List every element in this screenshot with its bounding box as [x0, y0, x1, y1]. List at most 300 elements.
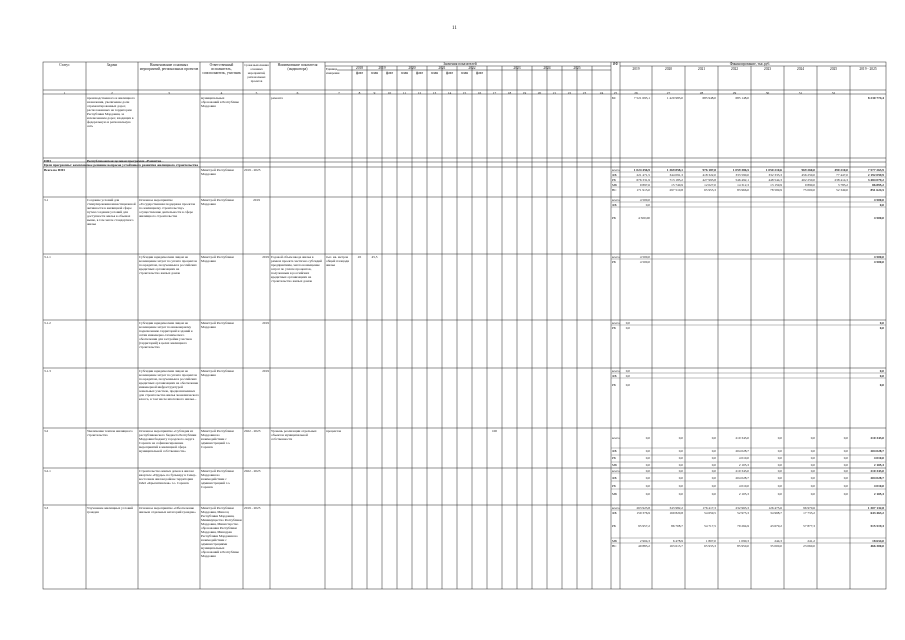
fin-total: 851 624,5 [870, 188, 884, 192]
fin-cell: 344 091,3 [669, 173, 683, 177]
fin-cell: 969 260,0 [801, 168, 815, 172]
ind-value: 100 [491, 429, 498, 433]
src-label: всего [612, 168, 620, 172]
fin-cell: 0,0 [843, 449, 848, 453]
fin-cell: 1 090,3 [738, 539, 749, 543]
fin-cell: 2 904,3 [639, 539, 650, 543]
col-number: 19 [522, 90, 527, 95]
col-number: 28 [699, 90, 704, 95]
src-label: РБ [612, 456, 616, 460]
fin-cell: 0,0 [711, 476, 716, 480]
row-code: 3.1.3 [44, 369, 51, 373]
fin-cell: 77 447,0 [836, 173, 848, 177]
ind-year: 2025 [573, 66, 581, 70]
col-number: 11 [402, 90, 407, 95]
row-responsible: Минстрой Республики Мордовия [201, 198, 234, 206]
src-label: всего [612, 436, 620, 440]
fin-cell: 685 148,0 [735, 96, 749, 100]
fin-cell: 332 333,3 [768, 173, 782, 177]
ind-year: 2024 [543, 66, 551, 70]
fin-total: 7 577 263,9 [867, 168, 884, 172]
ind-fact: факт [475, 71, 484, 75]
fin-cell: 0,0 [711, 449, 716, 453]
col-number: 3 [168, 90, 170, 95]
row-code: 3.1.1 [44, 255, 51, 259]
fin-cell: 34 998,7 [770, 511, 782, 515]
fin-cell: 221 471,5 [636, 173, 650, 177]
row-event: Основное мероприятие «Субсидия из республиканского бюджета Республики Мордовия бюджету городского округа Саранск на софинансирование мероприятий в жилищной сфере муниципальной собственности» [139, 429, 197, 453]
fin-total: 4 500,0 [873, 198, 884, 202]
fin-cell: 176 417,3 [702, 506, 716, 510]
row-code: 3.1.2 [44, 321, 51, 325]
fin-cell: 17 733,2 [803, 511, 815, 515]
fin-cell: 95 957,2 [638, 524, 650, 528]
fin-total: 0,0 [879, 326, 884, 330]
row-code: 3.1 [44, 198, 49, 202]
row-unit: процентов [326, 429, 342, 433]
fin-cell: 204 028,7 [735, 476, 749, 480]
row-task: Увеличение темпов жилищного строительства [87, 429, 133, 437]
ind-fact: факт [355, 71, 364, 75]
pp-title: Республиканская целевая программа «Развитие... [87, 158, 164, 163]
fin-total: 18 634,0 [872, 539, 884, 543]
col-number: 1 [63, 90, 66, 95]
fin-cell: 159 376,9 [636, 511, 650, 515]
fin-cell: 54 659,5 [704, 511, 716, 515]
fin-cell: 0,0 [625, 321, 630, 325]
fin-cell: 7 521 693,1 [633, 96, 650, 100]
fin-cell: 0,0 [711, 463, 716, 467]
fin-cell: 0,0 [645, 484, 650, 488]
fin-cell: 0,0 [711, 484, 716, 488]
fin-year: 2025 [829, 67, 838, 71]
fin-cell: 0,0 [810, 449, 815, 453]
src-label: всего [612, 255, 620, 259]
src-label: МБ [612, 492, 617, 496]
header-terms: Сроки выполнения основных мероприятий, региональных проектов [244, 63, 269, 83]
cont-indicator: ремонта [271, 96, 283, 100]
col-number: 13 [432, 90, 437, 95]
fin-cell: 0,0 [843, 436, 848, 440]
pp-total-label: Всего по ПП3 [44, 167, 65, 172]
col-number: 12 [417, 90, 422, 95]
fin-cell: 343 982,2 [669, 506, 683, 510]
row-years: 2022 - 2023 [244, 469, 261, 473]
fin-cell: 13 159,9 [770, 183, 782, 187]
row-responsible: Минстрой Республики Мордовия во взаимодействии с администрацией г.о. Саранск [201, 469, 234, 489]
ind-year: 2019 [378, 66, 386, 70]
fin-cell: 126 475,6 [768, 506, 782, 510]
header-status: Статус [59, 63, 70, 67]
fin-total: 466 300,0 [870, 544, 884, 548]
ind-fact: факт [385, 71, 394, 75]
fin-cell: 2 105,3 [738, 492, 749, 496]
fin-cell: 49 883,2 [638, 544, 650, 548]
row-task: Улучшение жилищных условий граждан [87, 506, 133, 514]
fin-total: 4 500,0 [873, 255, 884, 259]
ind-fact: факт [445, 71, 454, 75]
fin-cell: 0,0 [645, 492, 650, 496]
col-number: 7 [338, 90, 340, 95]
fin-cell: 35 000,0 [770, 544, 782, 548]
col-number: 26 [634, 90, 638, 95]
row-unit: тыс. кв. метров общей площади жилья [326, 255, 350, 267]
fin-cell: 4 010,0 [738, 456, 749, 460]
fin-cell: 0,0 [678, 449, 683, 453]
fin-cell: 0,0 [843, 484, 848, 488]
row-code: 3.2.1 [44, 469, 51, 473]
src-label: ВС [612, 544, 617, 548]
fin-cell: 0,0 [678, 484, 683, 488]
fin-cell: 232 963,3 [735, 506, 749, 510]
col-number: 4 [220, 90, 223, 95]
fin-cell: 0,0 [625, 383, 630, 387]
fin-cell: 86 708,7 [671, 524, 683, 528]
col-number: 25 [613, 90, 618, 95]
fin-total: 4 010,0 [873, 484, 884, 488]
ind-plan: план [430, 71, 439, 75]
fin-cell: 65 933,3 [704, 544, 716, 548]
col-number: 8 [358, 90, 361, 95]
fin-cell: 9 890,0 [804, 183, 815, 187]
col-number: 15 [462, 90, 467, 95]
fin-cell: 65 953,3 [704, 188, 716, 192]
fin-cell: 0,0 [777, 484, 782, 488]
fin-cell: 0,0 [810, 469, 815, 473]
fin-cell: 263 923,8 [636, 506, 650, 510]
fin-cell: 1 420 983,0 [666, 96, 683, 100]
fin-cell: 0,0 [777, 463, 782, 467]
fin-cell: 0,0 [678, 492, 683, 496]
fin-cell: 676 331,9 [636, 178, 650, 182]
col-number: 31 [798, 90, 803, 95]
col-number: 9 [373, 90, 376, 95]
fin-cell: 210 343,0 [735, 469, 749, 473]
fin-cell: 685 948,0 [702, 96, 716, 100]
fin-cell: 0,0 [645, 456, 650, 460]
col-number: 16 [477, 90, 482, 95]
fin-cell: 0,0 [625, 369, 630, 373]
fin-cell: 1 807,0 [705, 539, 716, 543]
fin-total: 210 343,0 [870, 436, 884, 440]
fin-cell: 490 210,0 [834, 168, 848, 172]
fin-cell: 163 613,7 [669, 544, 683, 548]
col-number: 24 [599, 90, 604, 95]
fin-cell: 0,0 [777, 456, 782, 460]
fin-cell: 85 950,0 [737, 544, 749, 548]
fin-cell: 52 973,3 [737, 511, 749, 515]
fin-cell: 210 343,0 [735, 436, 749, 440]
row-event: Субсидии юридическим лицам на возмещение затрат по инженерному подключению территорий и зданий к сетям инженерно-технического обеспечения для застройки участков (территорий) в целях жилищного строительства [139, 321, 193, 349]
fin-cell: 0,0 [678, 456, 683, 460]
col-number: 30 [765, 90, 770, 95]
row-event: Субсидии юридическим лицам на возмещение затрат по уплате процентов по кредитам, полученным в российских кредитных организациях на строительство жилых домов [139, 255, 197, 275]
fin-total: 3 484 079,2 [867, 178, 884, 182]
col-number: 14 [447, 90, 452, 95]
fin-cell: 546 492,1 [735, 178, 749, 182]
fin-cell: 15 740,9 [671, 183, 683, 187]
src-label: ФБ [612, 203, 617, 207]
fin-total: 4 500,0 [873, 260, 884, 264]
fin-cell: 2 105,3 [738, 463, 749, 467]
src-label: РБ [612, 524, 616, 528]
src-label: РБ [612, 178, 616, 182]
header-events: Наименование основных мероприятий, региональных проектов [139, 63, 199, 71]
fin-cell: 171 913,0 [636, 188, 650, 192]
fin-cell: 456 250,0 [801, 173, 815, 177]
src-label: МБ [612, 539, 617, 543]
fin-cell: 713 185,2 [669, 178, 683, 182]
col-number: 10 [387, 90, 392, 95]
fin-cell: 333 590,0 [735, 173, 749, 177]
ind-value: 45,5 [371, 255, 378, 259]
row-responsible: Минстрой Республики Мордовия [201, 321, 234, 329]
fin-cell: 418 322,0 [702, 173, 716, 177]
header-tasks: Задачи [106, 63, 118, 67]
col-number: 32 [831, 90, 836, 95]
col-number: 6 [296, 90, 299, 95]
fin-cell: 0,0 [678, 463, 683, 467]
fin-year: 2022 [730, 67, 739, 71]
src-label: всего [612, 469, 620, 473]
pp-responsible: Минстрой Республики Мордовия [201, 167, 234, 176]
col-number: 20 [537, 90, 542, 95]
fin-cell: 4 500,0 [639, 260, 650, 264]
fin-total: 8 230 774,4 [867, 96, 884, 100]
src-label: ФБ [612, 449, 617, 453]
fin-cell: 0,0 [625, 374, 630, 378]
col-number: 5 [255, 90, 258, 95]
src-label: всего [612, 369, 620, 373]
fin-cell: 0,0 [810, 484, 815, 488]
fin-total: 4 010,0 [873, 456, 884, 460]
src-label: РБ [612, 326, 616, 330]
fin-cell: 0,0 [843, 456, 848, 460]
src-label: ФБ [612, 511, 617, 515]
row-responsible: Минстрой Республики Мордовия [201, 255, 234, 263]
fin-cell: 0,0 [810, 492, 815, 496]
src-label: МБ [612, 463, 617, 467]
row-code: 3.2 [44, 429, 49, 433]
col-number: 17 [492, 90, 497, 95]
fin-cell: 0,0 [678, 436, 683, 440]
fin-cell: 14 312,3 [737, 183, 749, 187]
row-indicator: Уровень реализации отдельных объектов муниципальной собственности [271, 429, 317, 441]
fin-cell: 0,0 [711, 436, 716, 440]
pp-subtitle: Цели программы: комплексное решение вопросов устойчивого развития жилищного строительства [44, 162, 199, 167]
col-number: 18 [507, 90, 512, 95]
row-indicator: Годовой объем ввода жилья в рамках проекта частично субсидий предприятиям, числа возмещение затрат по уплате процентов, полученным в российских кредитных организациях на строительство жилых домов [271, 255, 322, 283]
fin-cell: 4 500,0 [639, 255, 650, 259]
fin-cell: 54 717,5 [704, 524, 716, 528]
fin-cell: 0,0 [777, 436, 782, 440]
fin-cell: 0,0 [777, 492, 782, 496]
row-years: 2019 [262, 369, 269, 373]
row-years: 2022 - 2023 [244, 429, 261, 433]
fin-cell: 52 349,0 [836, 188, 848, 192]
fin-cell: 78 599,9 [770, 188, 782, 192]
fin-total: 643 463,2 [870, 511, 884, 515]
fin-cell: 0,0 [711, 456, 716, 460]
fin-total: 2 105,3 [873, 492, 884, 496]
fin-cell: 427 993,8 [702, 178, 716, 182]
fin-total: 515 519,3 [870, 524, 884, 528]
fin-cell: 0,0 [645, 463, 650, 467]
row-years: 2019 - 2025 [244, 506, 261, 510]
fin-cell: 1 024 456,9 [633, 168, 650, 172]
fin-total: 210 343,0 [870, 469, 884, 473]
fin-cell: 0,0 [777, 476, 782, 480]
fin-cell: 0,0 [711, 492, 716, 496]
fin-cell: 0,0 [777, 469, 782, 473]
row-event: Субсидии юридическим лицам на возмещение затрат по уплате процентов по кредитам, полученным в российских кредитных организациях на обеспечение инженерной инфраструктурой земельных участков, предназначенных для строительства жилья экономического класса, в том числе ипотечного жилья... [139, 369, 199, 401]
fin-cell: 0,0 [843, 463, 848, 467]
fin-total: 0,0 [879, 203, 884, 207]
row-responsible: Минстрой Республики Мордовия [201, 369, 234, 377]
fin-cell: 0,0 [678, 476, 683, 480]
fin-total: 0,0 [879, 321, 884, 325]
fin-cell: 0,0 [810, 436, 815, 440]
fin-cell: 1 050 210,6 [765, 168, 782, 172]
fin-cell: 204 028,7 [735, 449, 749, 453]
src-label: ФБ [612, 476, 617, 480]
fin-cell: 9 897,6 [639, 183, 650, 187]
fin-cell: 0,0 [777, 449, 782, 453]
fin-cell: 0,0 [678, 469, 683, 473]
fin-cell: 297 510,8 [669, 188, 683, 192]
fin-cell: 0,0 [645, 476, 650, 480]
fin-cell: 0,0 [625, 326, 630, 330]
row-event: Основное мероприятие «Обеспечение жильем отдельных категорий граждан» [139, 506, 196, 514]
ind-year: 2022 [468, 66, 476, 70]
fin-cell: 244,3 [774, 539, 782, 543]
fin-cell: 1 059 386,5 [732, 168, 749, 172]
fin-cell: 43 679,2 [770, 524, 782, 528]
fin-cell: 0,0 [810, 476, 815, 480]
ind-year: 2020 [408, 66, 416, 70]
ind-year: 2021 [438, 66, 446, 70]
fin-total: 204 028,7 [870, 449, 884, 453]
fin-cell: 0,0 [645, 436, 650, 440]
cont-responsible: муниципальных образований в Республике Мордовия [201, 96, 240, 108]
fin-cell: 12 027,0 [704, 183, 716, 187]
fin-cell: 238 414,3 [834, 178, 848, 182]
pp-years: 2019 - 2025 [244, 167, 261, 172]
src-label: РБ [612, 216, 616, 220]
fin-total: 1 307 132,8 [867, 506, 884, 510]
row-task: Создание условий для стимулирования инвестиционной активности в жилищной сфере путем создания условий для доступности жилья в объемах выше, в том числе стандартного жилья [87, 198, 136, 226]
fin-year: 2020 [664, 67, 673, 71]
row-years: 2019 [253, 198, 260, 202]
src-label: РБ [612, 260, 616, 264]
fin-cell: 0,0 [645, 203, 650, 207]
fin-cell: 0,0 [645, 469, 650, 473]
src-label: МБ [612, 183, 617, 187]
fin-year: 2021 [697, 67, 706, 71]
page-number: 11 [452, 26, 457, 31]
col-number: 23 [582, 90, 587, 95]
col-number: 2 [111, 90, 113, 95]
header-responsible: Ответственный исполнитель, соисполнитель, участник [202, 63, 241, 75]
src-label: всего [612, 506, 620, 510]
col-number: 29 [732, 90, 737, 95]
src-label: ФБ [612, 374, 617, 378]
ind-plan: план [400, 71, 409, 75]
src-label: РБ [612, 484, 616, 488]
row-years: 2019 [262, 321, 269, 325]
header-indicators-group: Значения показателей [443, 62, 477, 66]
fin-cell: 241,2 [807, 539, 815, 543]
row-event: Основное мероприятие «Государственная поддержка проектов по жилищному строительству» осуществление деятельности в сфере жилищного строительства [139, 198, 196, 218]
fin-total: 2 192 059,9 [867, 173, 884, 177]
row-event: Строительство жилых домов в жилом квартале «Пруды» по бульвару в Север-восточном жилом районе территории ОАО «Крылатинская» г.о. Саранск [139, 469, 197, 485]
ind-year: 2023 [513, 66, 521, 70]
pp-code: ПП3 [44, 158, 51, 163]
fin-total: 0,0 [879, 369, 884, 373]
row-years: 2019 [262, 255, 269, 259]
fin-cell: 23 060,0 [803, 544, 815, 548]
fin-total: 2 105,3 [873, 463, 884, 467]
row-responsible: Минстрой Республики Мордовия во взаимодействии с администрацией г.о. Саранск [201, 429, 234, 449]
fin-cell: 57 877,3 [803, 524, 815, 528]
fin-cell: 0,0 [843, 469, 848, 473]
header-source: ИФ [612, 62, 619, 66]
fin-total: 86 895,2 [872, 183, 884, 187]
fin-cell: 96 970,6 [803, 506, 815, 510]
fin-cell: 0,0 [810, 456, 815, 460]
row-code: 3.3 [44, 506, 49, 510]
fin-cell: 0,0 [810, 463, 815, 467]
cont-source: БС [612, 96, 617, 100]
col-number: 21 [552, 90, 557, 95]
fin-total: 0,0 [879, 383, 884, 387]
col-number: 27 [666, 90, 671, 95]
fin-total: 204 028,7 [870, 476, 884, 480]
fin-cell: 976 187,8 [702, 168, 716, 172]
fin-year: 2019 [632, 67, 640, 71]
ind-year: 2018 [355, 66, 364, 70]
src-label: всего [612, 198, 620, 202]
fin-cell: 0,0 [843, 492, 848, 496]
src-label: всего [612, 321, 620, 325]
fin-total: 0,0 [879, 374, 884, 378]
header-unit: Единица измерения [326, 67, 340, 75]
header-fin-group: Финансирование, тыс.руб. [729, 62, 771, 66]
fin-cell: 1 369 858,1 [666, 168, 683, 172]
src-label: ФБ [612, 173, 617, 177]
fin-cell: 0,0 [843, 476, 848, 480]
fin-cell: 0,0 [645, 449, 650, 453]
header-indicator: Наименование показателя (индикатора) [277, 63, 318, 71]
cont-task: производственного и жилищного назначения, увеличение доли отремонтированных дорог, расположенных на территории Республики Мордовия, за исключением дорог, входящих в федеральную и региональную сеть [87, 96, 135, 128]
row-responsible: Минстрой Республики Мордовия, Минсоц Республики Мордовия, Минимущество Республики Мордовия, Министерство образования Республики Мордовия, Минздрав Республики Мордовия во взаимодействии с администрациями муниципальных образований в Республике Мордовия [201, 506, 242, 558]
fin-cell: 75 000,0 [803, 188, 815, 192]
fin-cell: 169 820,8 [669, 511, 683, 515]
ind-value: 45 [357, 255, 362, 259]
fin-cell: 6 478,9 [672, 539, 683, 543]
fin-cell: 0,0 [711, 469, 716, 473]
ind-plan: план [460, 71, 469, 75]
fin-cell: 4 010,0 [738, 484, 749, 488]
fin-year: 2024 [796, 67, 805, 71]
fin-cell: 402 250,0 [801, 178, 815, 182]
ind-fact: факт [415, 71, 424, 75]
fin-cell: 448 544,3 [768, 178, 782, 182]
fin-cell: 79 294,9 [737, 524, 749, 528]
src-label: ВС [612, 188, 617, 192]
col-number: 22 [567, 90, 572, 95]
fin-cell: 4 500,0 [639, 198, 650, 202]
